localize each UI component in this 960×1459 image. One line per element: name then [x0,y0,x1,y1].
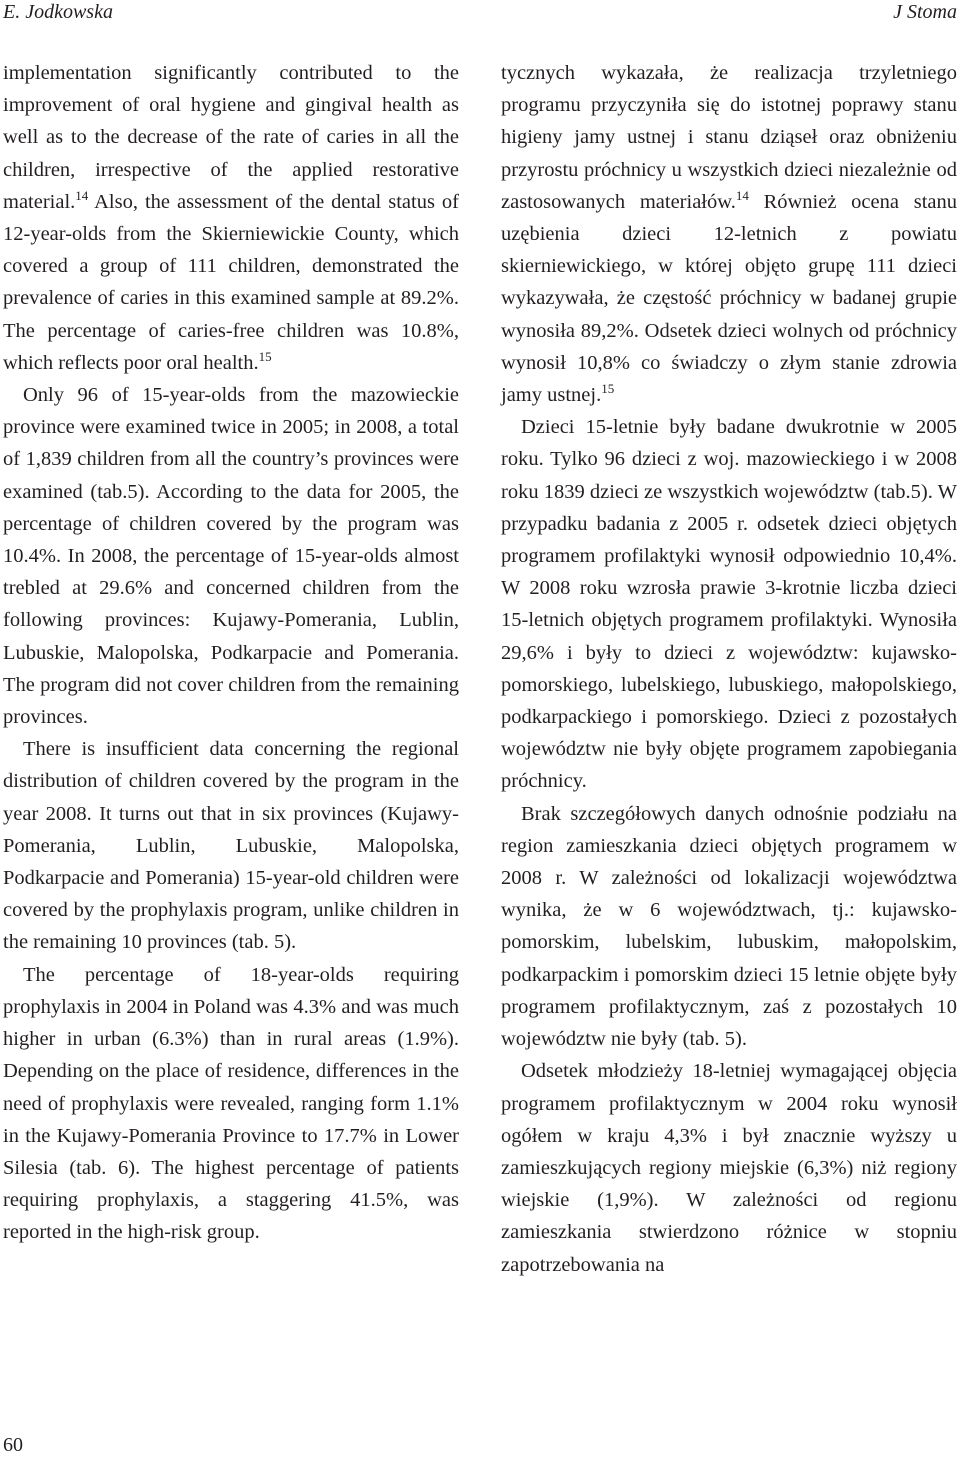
english-text-column [3,57,459,1249]
footnote-ref-14: 14 [735,187,749,203]
polish-paragraph-1 [501,57,957,411]
footnote-ref-15: 15 [258,348,272,364]
polish-paragraph-1-part-a: tycznych wykazała, że realizacja trzyletniego programu przyczyniła się do istotnej poprawy stanu higieny jamy ustnej i stanu dziąseł oraz obniżeniu przyrostu próchnicy u wszystkich dzieci niezależnie od zastosowanych materiałów. [501,62,957,213]
header-journal: J Stoma [893,1,957,23]
english-paragraph-3: There is insufficient data concerning the regional distribution of children covered by the program in the year 2008. It turns out that in six provinces (Kujawy-Pomerania, Lublin, Lubuskie, Malopolska, Podkarpacie and Pomerania) 15-year-old children were covered by the prophylaxis program, unlike children in the remaining 10 provinces (tab. 5). [3,738,459,954]
english-paragraph-1 [3,57,459,379]
english-paragraph-4: The percentage of 18-year-olds requiring prophylaxis in 2004 in Poland was 4.3% and was much higher in urban (6.3%) than in rural areas (1.9%). Depending on the place of residence, differences in the need of prophylaxis were revealed, ranging form 1.1% in the Kujawy-Pomerania Province to 17.7% in Lower Silesia (tab. 6). The highest percentage of patients requiring prophylaxis, a staggering 41.5%, was reported in the high-risk group. [3,963,459,1244]
english-paragraph-1-part-a: implementation significantly contributed to the improvement of oral hygiene and gingival health as well as to the decrease of the rate of caries in all the children, irrespective of the applied restorative material. [3,62,459,213]
polish-paragraph-3: Brak szczegółowych danych odnośnie podziału na region zamieszkania dzieci objętych programem w 2008 r. W zależności od lokalizacji województwa wynika, że w 6 województwach, tj.: kujawsko-pomorskim, lubelskim, lubuskim, małopolskim, podkarpackim i pomorskim dzieci 15 letnie objęte były programem profilaktycznym, zaś z pozostałych 10 województw nie były (tab. 5). [501,802,957,1051]
polish-paragraph-1-part-b: Również ocena stanu uzębienia dzieci 12-letnich z powiatu skierniewickiego, w której objęto grupę 111 dzieci wykazywała, że częstość próchnicy w badanej grupie wynosiła 89,2%. Odsetek dzieci wolnych od próchnicy wynosił 10,8% co świadczy o złym stanie zdrowia jamy ustnej. [501,190,957,407]
english-paragraph-2: Only 96 of 15-year-olds from the mazowieckie province were examined twice in 2005; in 2008, a total of 1,839 children from all the country’s provinces were examined (tab.5). According to the data for 2005, the percentage of children covered by the program was 10.4%. In 2008, the percentage of 15-year-olds almost trebled at 29.6% and concerned children from the following provinces: Kujawy-Pomerania, Lublin, Lubuskie, Malopolska, Podkarpacie and Pomerania. The program did not cover children from the remaining provinces. [3,384,459,729]
running-header [0,0,960,28]
footnote-ref-15: 15 [601,381,615,397]
header-author: E. Jodkowska [3,1,113,23]
polish-text-column [501,57,957,1281]
polish-paragraph-2: Dzieci 15-letnie były badane dwukrotnie w 2005 roku. Tylko 96 dzieci z woj. mazowieckiego i w 2008 roku 1839 dzieci ze wszystkich województw (tab.5). W przypadku badania z 2005 r. odsetek dzieci objętych programem profilaktyki wynosił odpowiednio 10,4%. W 2008 roku wzrosła prawie 3-krotnie liczba dzieci 15-letnich objętych programem profilaktyki. Wynosiła 29,6% i były to dzieci z województw: kujawsko-pomorskiego, lubelskiego, lubuskiego, małopolskiego, podkarpackiego i pomorskiego. Dzieci z pozostałych województw nie były objęte programem zapobiegania próchnicy. [501,416,957,793]
page-number: 60 [3,1434,23,1456]
english-paragraph-1-part-b: Also, the assessment of the dental status of 12-year-olds from the Skierniewickie County, which covered a group of 111 children, demonstrated the prevalence of caries in this examined sample at 89.2%. The percentage of caries-free children was 10.8%, which reflects poor oral health. [3,190,459,374]
footnote-ref-14: 14 [75,187,89,203]
polish-paragraph-4: Odsetek młodzieży 18-letniej wymagającej objęcia programem profilaktycznym w 2004 roku wynosił ogółem w kraju 4,3% i był znacznie wyższy u zamieszkujących regiony miejskie (6,3%) niż regiony wiejskie (1,9%). W zależności od regionu zamieszkania stwierdzono różnice w stopniu zapotrzebowania na [501,1060,957,1276]
